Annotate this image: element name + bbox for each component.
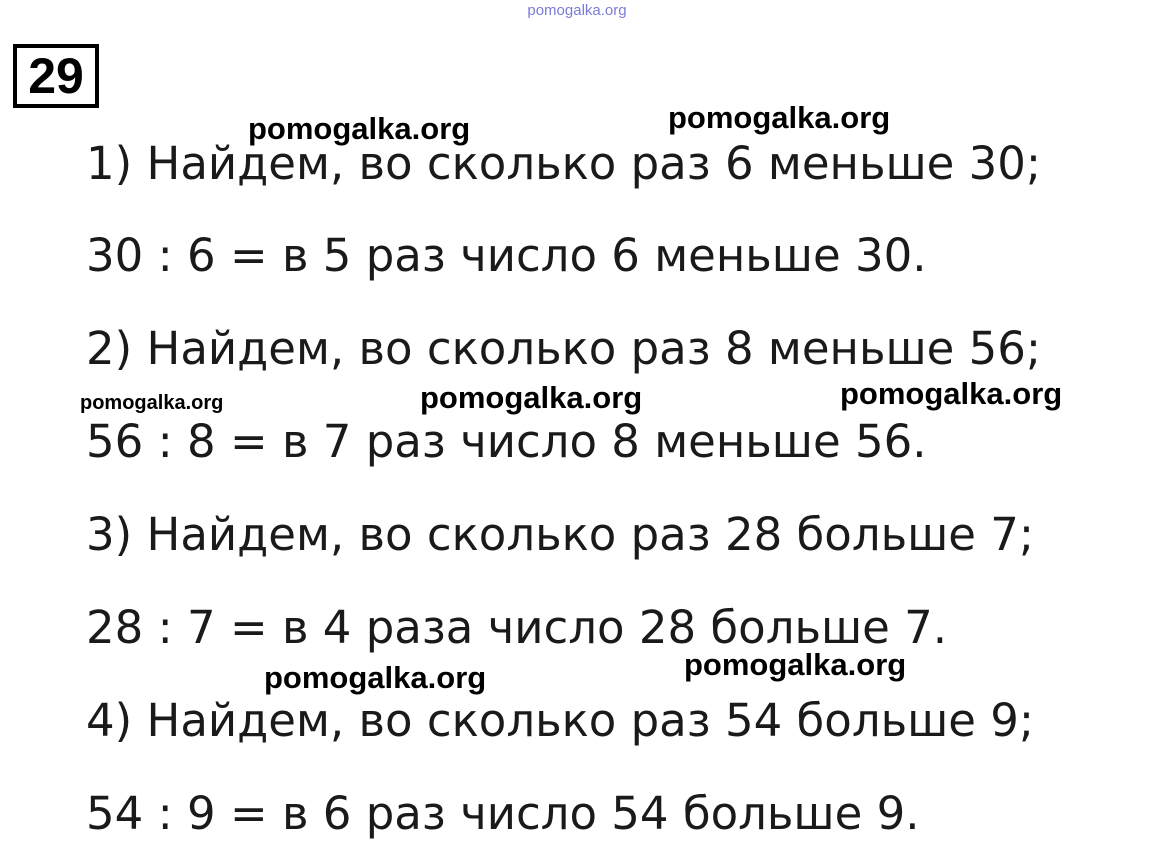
watermark: pomogalka.org [668, 100, 891, 135]
task-number-box [13, 44, 99, 108]
watermark: pomogalka.org [420, 380, 643, 415]
watermark: pomogalka.org [684, 647, 907, 682]
task-number: 29 [28, 48, 84, 104]
solution-line-2: 30 : 6 = в 5 раз число 6 меньше 30. [86, 229, 927, 282]
solution-line-3: 2) Найдем, во сколько раз 8 меньше 56; [86, 322, 1042, 375]
watermark: pomogalka.org [80, 392, 224, 414]
solution-line-5: 3) Найдем, во сколько раз 28 больше 7; [86, 508, 1035, 561]
watermark: pomogalka.org [264, 660, 487, 695]
watermark: pomogalka.org [840, 376, 1063, 411]
solution-line-8: 54 : 9 = в 6 раз число 54 больше 9. [86, 787, 920, 840]
solution-line-6: 28 : 7 = в 4 раза число 28 больше 7. [86, 601, 948, 654]
solution-line-7: 4) Найдем, во сколько раз 54 больше 9; [86, 694, 1035, 747]
site-label: pomogalka.org [527, 2, 627, 19]
watermark: pomogalka.org [248, 111, 471, 146]
solution-line-1: 1) Найдем, во сколько раз 6 меньше 30; [86, 137, 1042, 190]
solution-line-4: 56 : 8 = в 7 раз число 8 меньше 56. [86, 415, 927, 468]
